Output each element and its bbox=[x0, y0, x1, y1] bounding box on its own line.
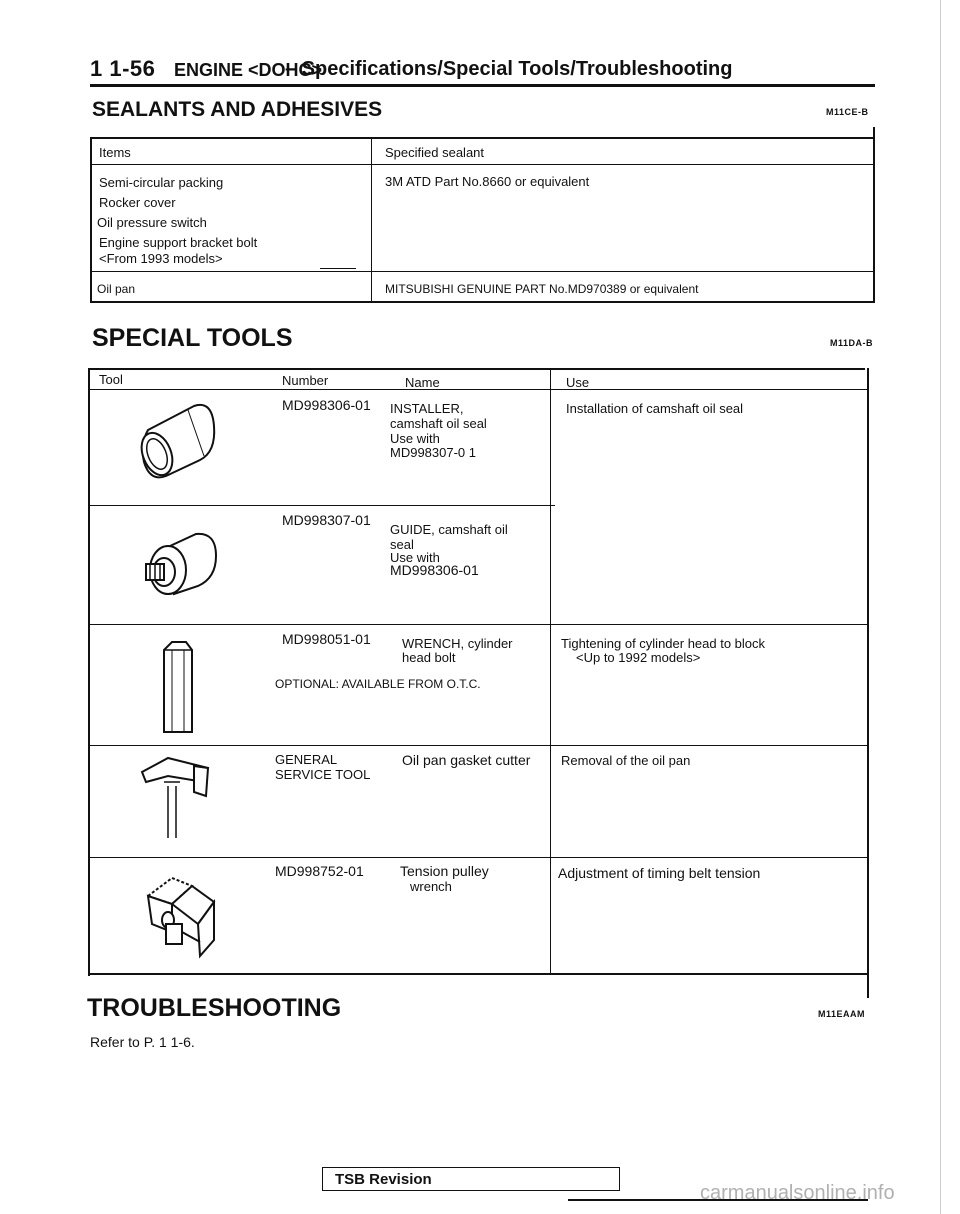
header-engine: ENGINE <DOHC> bbox=[174, 60, 323, 80]
special-tools-code: M11DA-B bbox=[830, 338, 874, 348]
troubleshooting-reference: Refer to P. 1 1-6. bbox=[90, 1034, 195, 1050]
page-header bbox=[90, 54, 875, 87]
tsb-revision-label: TSB Revision bbox=[335, 1171, 432, 1188]
sealant-item: Oil pan bbox=[97, 282, 136, 296]
hex-wrench-icon bbox=[158, 636, 198, 736]
col-specified-sealant: Specified sealant bbox=[385, 145, 485, 160]
tool-use: Adjustment of timing belt tension bbox=[558, 865, 761, 881]
tool-number: MD998307-01 bbox=[282, 512, 371, 528]
tool-number: MD998051-01 bbox=[282, 631, 371, 647]
tool-name-line: Tension pulley bbox=[400, 863, 489, 879]
tool-name-line: Use with bbox=[390, 550, 440, 565]
page-number: 1 1-56 bbox=[90, 56, 156, 81]
tool-name-line: seal bbox=[390, 537, 414, 552]
special-tools-title: SPECIAL TOOLS bbox=[92, 324, 293, 352]
installer-sleeve-icon bbox=[130, 392, 220, 492]
tool-name-line: GUIDE, camshaft oil bbox=[390, 522, 508, 537]
tool-name-line: INSTALLER, bbox=[390, 401, 464, 416]
sealant-spec: 3M ATD Part No.8660 or equivalent bbox=[385, 174, 590, 189]
tool-name-line: wrench bbox=[410, 879, 452, 894]
sealant-item: Oil pressure switch bbox=[97, 215, 207, 230]
tool-name-line: Use with bbox=[390, 431, 440, 446]
sealant-spec: MITSUBISHI GENUINE PART No.MD970389 or equivalent bbox=[385, 282, 699, 296]
watermark: carmanualsonline.info bbox=[700, 1182, 895, 1204]
col-name: Name bbox=[405, 375, 440, 390]
troubleshooting-code: M11EAAM bbox=[818, 1009, 866, 1019]
col-use: Use bbox=[566, 375, 590, 390]
guide-tool-icon bbox=[140, 524, 220, 604]
tool-name-line: MD998307-0 1 bbox=[390, 445, 476, 460]
tool-use: Installation of camshaft oil seal bbox=[566, 401, 744, 416]
sealant-item: <From 1993 models> bbox=[99, 251, 223, 266]
troubleshooting-title: TROUBLESHOOTING bbox=[87, 994, 342, 1022]
gasket-cutter-icon bbox=[138, 752, 218, 842]
pulley-wrench-icon bbox=[142, 872, 222, 962]
tool-use: Removal of the oil pan bbox=[561, 753, 691, 768]
col-tool: Tool bbox=[99, 372, 123, 387]
tool-use: <Up to 1992 models> bbox=[576, 650, 701, 665]
tool-name-line: WRENCH, cylinder bbox=[402, 636, 513, 651]
tool-name-line: head bolt bbox=[402, 650, 456, 665]
tool-name-line: Oil pan gasket cutter bbox=[402, 752, 531, 768]
tool-use: Tightening of cylinder head to block bbox=[561, 636, 766, 651]
header-subtitle: – Specifications/Special Tools/Troubleshooting bbox=[285, 58, 733, 80]
tool-note: OPTIONAL: AVAILABLE FROM O.T.C. bbox=[275, 677, 481, 691]
col-items: Items bbox=[99, 145, 131, 160]
col-number: Number bbox=[282, 373, 329, 388]
tool-number: SERVICE TOOL bbox=[275, 767, 371, 782]
sealant-item: Semi-circular packing bbox=[99, 175, 224, 190]
sealants-title: SEALANTS AND ADHESIVES bbox=[92, 98, 383, 121]
tool-number: MD998306-01 bbox=[282, 397, 371, 413]
sealants-code: M11CE-B bbox=[826, 107, 869, 117]
tsb-revision-box bbox=[322, 1167, 620, 1191]
tool-number: GENERAL bbox=[275, 752, 338, 767]
sealant-item: Engine support bracket bolt bbox=[99, 235, 258, 250]
tool-number: MD998752-01 bbox=[275, 863, 364, 879]
tool-name-line: MD998306-01 bbox=[390, 562, 479, 578]
sealant-item: Rocker cover bbox=[99, 195, 176, 210]
tool-name-line: camshaft oil seal bbox=[390, 416, 487, 431]
